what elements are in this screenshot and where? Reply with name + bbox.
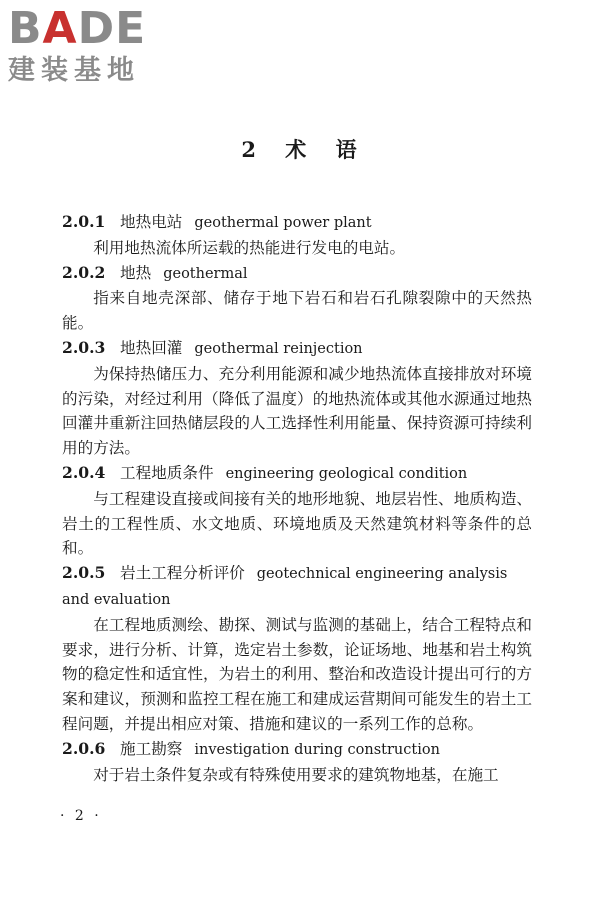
term-english: geothermal: [163, 265, 248, 282]
term-entry: [62, 210, 532, 261]
term-heading: [62, 210, 532, 236]
term-definition: 利用地热流体所运载的热能进行发电的电站。: [93, 238, 406, 257]
term-chinese: 地热电站: [120, 213, 183, 231]
terms-section: [62, 210, 532, 787]
term-number: 2.0.3: [62, 337, 106, 357]
term-heading: [62, 561, 532, 613]
term-entry: [62, 737, 532, 788]
bade-logo: [8, 4, 178, 88]
term-number: 2.0.5: [62, 563, 106, 583]
page-number: · 2 ·: [60, 808, 102, 824]
term-number: 2.0.4: [62, 462, 106, 482]
logo-letter: B: [8, 3, 43, 54]
term-heading: [62, 336, 532, 362]
term-chinese: 地热回灌: [120, 338, 183, 357]
term-heading: [62, 461, 532, 487]
term-definition: 与工程建设直接或间接有关的地形地貌、地层岩性、地质构造、岩土的工程性质、水文地质、环境地质及天然建筑材料等条件的总和。: [62, 489, 532, 558]
term-definition: 在工程地质测绘、勘探、测试与监测的基础上，结合工程特点和要求，进行分析、计算，选定岩土参数，论证场地、地基和岩土构筑物的稳定性和适宜性，为岩土的利用、整治和改造设计提出可行的方案和建议，预测和监控工程在施工和建成运营期间可能发生的岩土工程问题，并提出相应对策、措施和建议的一系列工作的总称。: [62, 615, 532, 733]
term-entry: [62, 261, 532, 336]
term-english: geothermal power plant: [194, 215, 372, 231]
term-heading: [62, 737, 532, 763]
term-definition: 为保持热储压力、充分利用能源和减少地热流体直接排放对环境的污染，对经过利用（降低了温度）的地热流体或其他水源通过地热回灌井重新注回热储层段的人工选择性利用能量、保持资源可持续利用的方法。: [62, 364, 532, 458]
term-number: 2.0.1: [62, 212, 106, 231]
term-entry: [62, 461, 532, 561]
term-english: investigation during construction: [194, 741, 440, 758]
term-heading: [62, 261, 532, 287]
chapter-title: 2 术 语: [241, 137, 359, 162]
term-chinese: 工程地质条件: [120, 463, 214, 482]
term-entry: [62, 336, 532, 461]
term-definition: 指来自地壳深部、储存于地下岩石和岩石孔隙裂隙中的天然热能。: [62, 289, 532, 333]
term-chinese: 岩土工程分析评价: [120, 564, 245, 583]
term-entry: [62, 561, 532, 737]
logo-letters: DE: [77, 3, 147, 54]
term-number: 2.0.6: [62, 738, 106, 758]
term-definition: 对于岩土条件复杂或有特殊使用要求的建筑物地基，在施工: [93, 765, 499, 784]
term-chinese: 施工勘察: [120, 739, 183, 758]
term-english: geothermal reinjection: [194, 340, 363, 357]
logo-letter-accent: A: [42, 3, 78, 54]
term-english: geotechnical engineering analysis and evaluation: [62, 566, 508, 608]
term-number: 2.0.2: [62, 262, 106, 282]
logo-wordmark: [8, 4, 178, 54]
term-english: engineering geological condition: [225, 465, 468, 482]
term-chinese: 地热: [120, 263, 152, 282]
logo-subtitle: 建装基地: [8, 55, 140, 86]
